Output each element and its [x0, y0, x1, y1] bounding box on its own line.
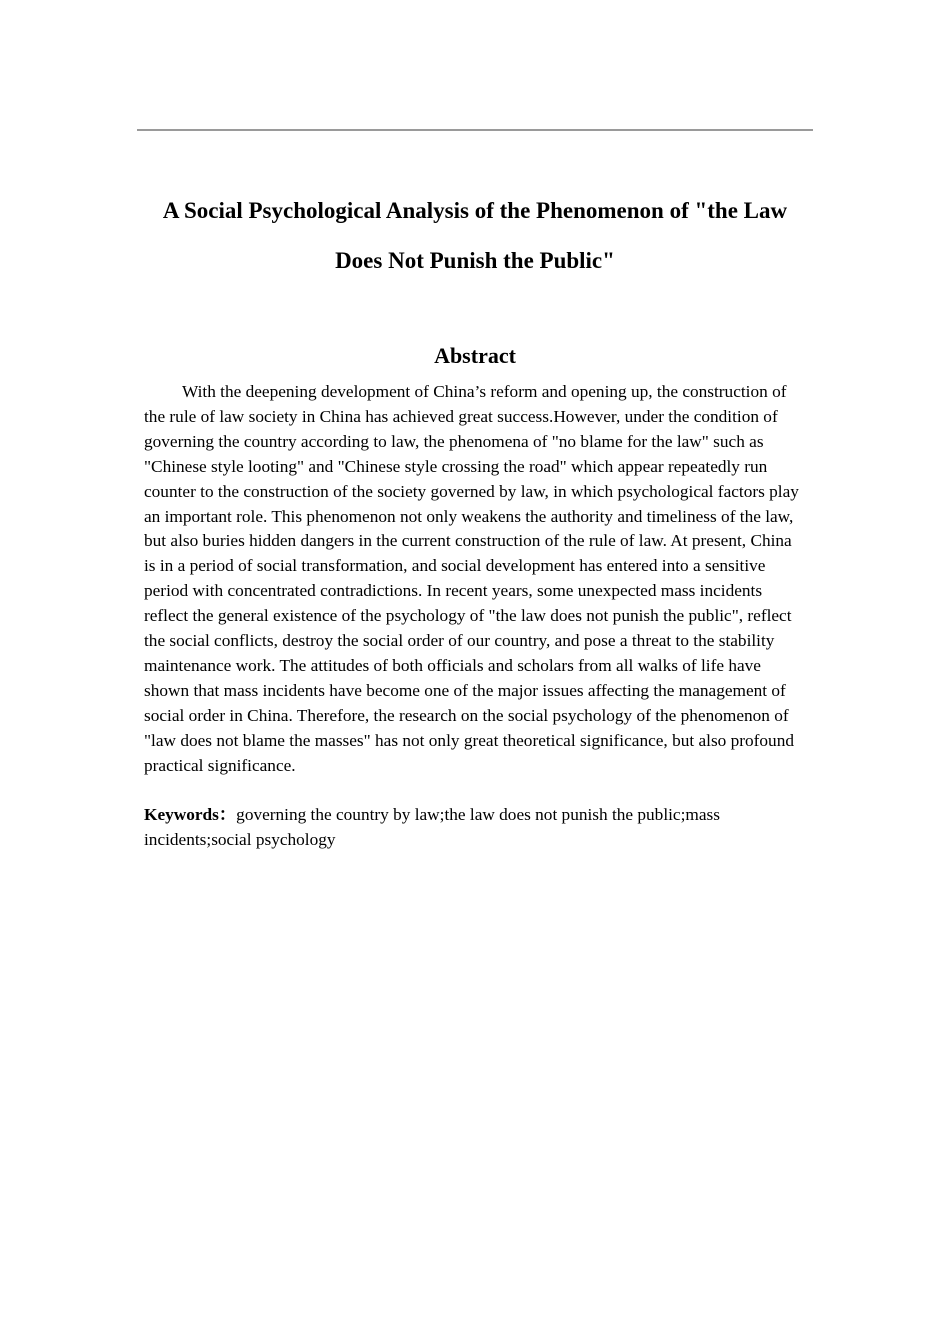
paper-title: [137, 186, 813, 286]
keywords-text: governing the country by law;the law does not punish the public;mass incidents;social psychology: [144, 805, 720, 849]
paper-title-line-1: A Social Psychological Analysis of the Phenomenon of "the Law: [162, 198, 788, 223]
abstract-heading: Abstract: [434, 343, 516, 368]
header-rule: [137, 129, 813, 131]
keywords-label: Keywords：: [144, 805, 237, 824]
keywords-paragraph: [144, 803, 806, 853]
paper-title-line-2: Does Not Punish the Public": [335, 248, 615, 273]
abstract-body: With the deepening development of China’s reform and opening up, the construction of the rule of law society in China has achieved great success.However, under the condition of governing the country according to law, the phenomena of "no blame for the law" such as "Chinese style looting" and "Chinese style crossing the road" which appear repeatedly run counter to the construction of the society governed by law, in which psychological factors play an important role. This phenomenon not only weakens the authority and timeliness of the law, but also buries hidden dangers in the current construction of the rule of law. At present, China is in a period of social transformation, and social development has entered into a sensitive period with concentrated contradictions. In recent years, some unexpected mass incidents reflect the general existence of the psychology of "the law does not punish the public", reflect the social conflicts, destroy the social order of our country, and pose a threat to the stability maintenance work. The attitudes of both officials and scholars from all walks of life have shown that mass incidents have become one of the major issues affecting the management of social order in China. Therefore, the research on the social psychology of the phenomenon of "law does not blame the masses" has not only great theoretical significance, but also profound practical significance.: [144, 382, 799, 775]
